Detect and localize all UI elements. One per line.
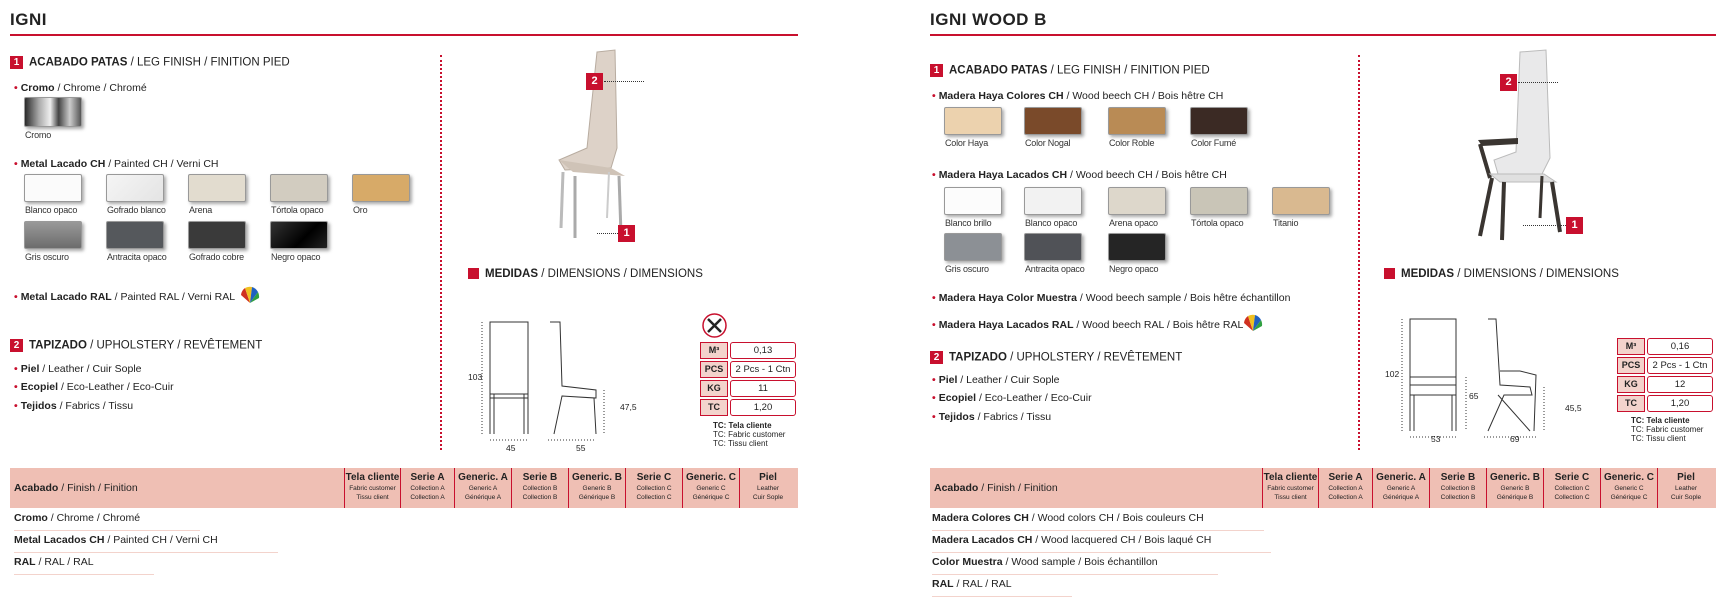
column-en: Collection C [636,485,672,492]
swatch-label: Color Roble [1109,138,1155,148]
row-bold: RAL [932,578,954,590]
chair-photo [1470,48,1580,243]
section-subtitle: / UPHOLSTERY / REVÊTEMENT [1006,351,1183,364]
spec-value: 1,20 [730,399,796,416]
title-rule [10,34,798,36]
upholstery-item: • Piel / Leather / Cuir Sople [14,363,142,375]
section-leg-finish [930,64,1210,77]
color-swatch [270,174,328,202]
color-swatch [1024,233,1082,261]
dim-seat: 47,5 [620,402,637,412]
section-label: ACABADO PATAS [29,56,128,69]
ral-palette-icon [1243,314,1263,332]
column-header [625,468,682,508]
color-swatch [1024,187,1082,215]
section-upholstery [10,339,262,352]
page-title: IGNI WOOD B [930,10,1047,29]
tc-note [1631,416,1703,443]
label-rest: / Wood beech CH / Bois hêtre CH [1063,90,1224,102]
table-row [14,512,140,524]
tc-line: TC: Tela cliente [1631,416,1690,425]
finish-metal-ch: • Metal Lacado CH / Painted CH / Verni CH [14,158,219,170]
column-title: Generic. C [1603,472,1655,483]
color-swatch [1108,187,1166,215]
label-bold: Piel [938,374,958,386]
color-swatch [944,233,1002,261]
spec-value: 11 [730,380,796,397]
swatch-label: Negro opaco [1109,264,1159,274]
tc-line: TC: Fabric customer [1631,425,1704,434]
column-fr: Cuir Sople [1670,494,1702,501]
spec-value: 12 [1647,376,1713,393]
color-swatch [1024,107,1082,135]
column-fr: Générique B [578,494,616,501]
label-bold: Piel [20,363,40,375]
swatch-label: Titanio [1273,218,1299,228]
swatch-label: Color Nogal [1025,138,1071,148]
row-bold: Metal Lacados CH [14,534,105,546]
spec-key: TC [700,399,728,416]
label-rest: / Painted RAL / Verni RAL [111,291,236,303]
column-title: Generic. A [1376,472,1426,483]
spec-key: PCS [700,361,728,378]
callout-line [597,233,618,234]
section-number: 1 [10,56,23,69]
column-title: Serie A [1328,472,1363,483]
callout-line [1523,225,1566,226]
spec-value: 0,16 [1647,338,1713,355]
color-swatch [1190,187,1248,215]
finish-lacquered-ch: • Madera Haya Lacados CH / Wood beech CH / Bois hêtre CH [932,169,1227,181]
section-number: 2 [10,339,23,352]
label-rest: / Painted CH / Verni CH [105,158,219,170]
callout-leg: 1 [618,225,635,242]
section-label: MEDIDAS [485,268,539,280]
section-number: 2 [930,351,943,364]
spec-key: TC [1617,395,1645,412]
column-title: Piel [1677,472,1695,483]
section-subtitle: / LEG FINISH / FINITION PIED [1047,64,1210,77]
upholstery-item: • Ecopiel / Eco-Leather / Eco-Cuir [14,381,174,393]
column-fr: Cuir Sople [752,494,784,501]
tc-line: TC: Tissu client [1631,434,1686,443]
section-label: MEDIDAS [1401,268,1455,280]
color-swatch [106,174,164,202]
column-title: Generic. A [458,472,508,483]
column-fr: Collection A [1328,494,1363,501]
swatch-cromo [24,97,82,127]
section-subtitle: / DIMENSIONS / DIMENSIONS [1454,268,1619,280]
dimension-drawing [462,318,642,452]
column-en: Generic C [1614,485,1644,492]
label-bold: Madera Haya Colores CH [938,90,1064,102]
column-header [1543,468,1600,508]
finish-sample: • Madera Haya Color Muestra / Wood beech sample / Bois hêtre échantillon [932,292,1291,304]
label-rest: / Wood beech sample / Bois hêtre échantillon [1076,292,1291,304]
row-bold: Madera Lacados CH [932,534,1033,546]
section-subtitle: / DIMENSIONS / DIMENSIONS [538,268,703,280]
swatch-label: Arena [189,205,213,215]
color-swatch [270,221,328,249]
column-en: Leather [1674,485,1698,492]
label-rest: / Leather / Cuir Sople [957,374,1060,386]
section-subtitle: / UPHOLSTERY / REVÊTEMENT [86,339,263,352]
label-bold: Acabado [14,482,59,494]
finish-table-header [930,468,1716,508]
section-leg-finish [10,56,290,69]
header-label [14,482,138,494]
upholstery-item: • Tejidos / Fabrics / Tissu [14,400,134,412]
color-swatch [944,107,1002,135]
color-swatch [24,174,82,202]
column-title: Generic. C [685,472,737,483]
label-rest: / Wood beech RAL / Bois hêtre RAL [1073,319,1244,331]
dim-width: 45 [506,443,516,453]
color-swatch [24,221,82,249]
column-header [1429,468,1486,508]
table-row [932,578,1012,590]
finish-table-header [10,468,798,508]
dim-width: 53 [1431,434,1441,444]
column-title: Generic. B [1489,472,1541,483]
column-en: Collection B [522,485,558,492]
label-bold: Ecopiel [20,381,59,393]
swatch-label: Arena opaco [1109,218,1158,228]
column-en: Fabric customer [1267,485,1314,492]
swatch-label: Oro [353,205,368,215]
row-bold: Madera Colores CH [932,512,1029,524]
section-dimensions [468,268,703,280]
label-bold: Metal Lacado RAL [20,291,112,303]
section-label: TAPIZADO [949,351,1007,364]
row-rest: / RAL / RAL [35,556,94,568]
dim-depth: 55 [576,443,586,453]
color-swatch [188,221,246,249]
finish-ral: • Madera Haya Lacados RAL / Wood beech RAL / Bois hêtre RAL [932,319,1244,331]
swatch-label: Gofrado cobre [189,252,244,262]
column-header [682,468,739,508]
label-rest: / Eco-Leather / Eco-Cuir [58,381,174,393]
swatch-label: Tórtola opaco [271,205,324,215]
igni-panel [0,0,810,602]
spec-value: 0,13 [730,342,796,359]
column-title: Serie C [1554,472,1590,483]
label-rest: / Leather / Cuir Sople [39,363,142,375]
label-rest: / Fabrics / Tissu [56,400,134,412]
column-en: Generic B [582,485,612,492]
tc-line: TC: Fabric customer [713,430,786,439]
finish-chrome: • Cromo / Chrome / Chromé [14,82,147,94]
upholstery-item: • Ecopiel / Eco-Leather / Eco-Cuir [932,392,1092,404]
row-bold: Cromo [14,512,48,524]
color-swatch [1190,107,1248,135]
column-en: Collection B [1440,485,1476,492]
column-header [1372,468,1429,508]
label-bold: Madera Haya Lacados CH [938,169,1068,181]
column-title: Serie B [522,472,558,483]
column-en: Generic A [468,485,498,492]
swatch-label: Tórtola opaco [1191,218,1244,228]
callout-line [1518,82,1558,83]
column-fr: Générique A [464,494,502,501]
table-row [14,534,218,546]
callout-leg: 1 [1566,217,1583,234]
swatch-label: Gris oscuro [25,252,69,262]
column-header [400,468,454,508]
column-fr: Générique C [1610,494,1648,501]
column-fr: Collection B [522,494,558,501]
column-en: Collection A [1328,485,1363,492]
column-title: Tela cliente [345,472,400,483]
callout-upholstery: 2 [586,73,603,90]
spec-key: KG [700,380,728,397]
swatch-label: Gris oscuro [945,264,989,274]
label-rest: / Chrome / Chromé [54,82,147,94]
tc-note [713,421,785,448]
tc-line: TC: Tissu client [713,439,768,448]
row-bold: RAL [14,556,36,568]
column-en: Collection C [1554,485,1590,492]
column-en: Generic B [1500,485,1530,492]
column-fr: Collection A [410,494,445,501]
row-rest: / Wood lacquered CH / Bois laqué CH [1032,534,1212,546]
dim-seat: 45,5 [1565,403,1582,413]
section-label: ACABADO PATAS [949,64,1048,77]
spec-value: 2 Pcs - 1 Ctn [1647,357,1713,374]
tc-line: TC: Tela cliente [713,421,772,430]
label-rest: / Eco-Leather / Eco-Cuir [976,392,1092,404]
column-title: Serie B [1440,472,1476,483]
label-bold: Metal Lacado CH [20,158,106,170]
section-label: TAPIZADO [29,339,87,352]
column-fr: Collection C [636,494,672,501]
ral-palette-icon [240,286,260,304]
section-subtitle: / LEG FINISH / FINITION PIED [127,56,290,69]
section-number: 1 [930,64,943,77]
callout-upholstery: 2 [1500,74,1517,91]
label-bold: Madera Haya Lacados RAL [938,319,1074,331]
swatch-label: Blanco opaco [25,205,78,215]
column-header [1657,468,1714,508]
column-en: Generic C [696,485,726,492]
column-fr: Collection B [1440,494,1476,501]
upholstery-item: • Tejidos / Fabrics / Tissu [932,411,1052,423]
bullet-square [1384,268,1395,279]
upholstery-item: • Piel / Leather / Cuir Sople [932,374,1060,386]
swatch-label: Gofrado blanco [107,205,166,215]
row-bold: Color Muestra [932,556,1003,568]
row-rest: / Painted CH / Verni CH [104,534,218,546]
color-swatch [944,187,1002,215]
label-bold: Tejidos [938,411,975,423]
swatch-label: Blanco brillo [945,218,992,228]
column-fr: Générique B [1496,494,1534,501]
finish-wood-ch: • Madera Haya Colores CH / Wood beech CH / Bois hêtre CH [932,90,1224,102]
swatch-label: Negro opaco [271,252,321,262]
row-rest: / RAL / RAL [953,578,1012,590]
column-header [511,468,568,508]
swatch-label: Color Haya [945,138,989,148]
title-rule [930,34,1716,36]
column-en: Fabric customer [349,485,396,492]
swatch-label: Cromo [25,130,52,140]
callout-line [604,81,644,82]
dim-height: 102 [1385,369,1400,379]
color-swatch [1272,187,1330,215]
column-title: Generic. B [571,472,623,483]
page-title: IGNI [10,10,47,29]
label-bold: Madera Haya Color Muestra [938,292,1077,304]
swatch-label: Blanco opaco [1025,218,1078,228]
column-header [1600,468,1657,508]
color-swatch [188,174,246,202]
finish-metal-ral: • Metal Lacado RAL / Painted RAL / Verni RAL [14,291,236,303]
dim-depth: 69 [1510,434,1520,444]
row-rest: / Chrome / Chromé [47,512,141,524]
column-header [568,468,625,508]
label-bold: Ecopiel [938,392,977,404]
spec-value: 2 Pcs - 1 Ctn [730,361,796,378]
column-header [344,468,400,508]
column-title: Serie A [410,472,445,483]
row-rest: / Wood colors CH / Bois couleurs CH [1028,512,1204,524]
color-swatch [1108,233,1166,261]
igni-wood-b-panel [920,0,1726,602]
table-row [14,556,94,568]
column-header [1318,468,1372,508]
column-header [454,468,511,508]
label-bold: Cromo [20,82,55,94]
label-rest: / Finish / Finition [978,482,1058,494]
dim-height: 103 [468,372,483,382]
bullet-square [468,268,479,279]
dim-armrest: 65 [1469,391,1479,401]
dimension-drawing [1380,315,1580,450]
section-dimensions [1384,268,1619,280]
column-divider [440,55,442,450]
spec-key: KG [1617,376,1645,393]
column-en: Collection A [410,485,445,492]
column-header [739,468,796,508]
column-title: Piel [759,472,777,483]
spec-key: M³ [1617,338,1645,355]
section-upholstery [930,351,1182,364]
table-row [932,556,1158,568]
column-fr: Collection C [1554,494,1590,501]
color-swatch [352,174,410,202]
header-label [934,482,1058,494]
label-rest: / Wood beech CH / Bois hêtre CH [1067,169,1227,181]
spec-key: M³ [700,342,728,359]
column-header [1486,468,1543,508]
table-row [932,512,1204,524]
label-bold: Tejidos [20,400,57,412]
row-rest: / Wood sample / Bois échantillon [1002,556,1158,568]
spec-key: PCS [1617,357,1645,374]
column-fr: Générique C [692,494,730,501]
assembly-tools-icon [702,313,727,338]
column-title: Serie C [636,472,672,483]
label-bold: Acabado [934,482,979,494]
column-en: Generic A [1386,485,1416,492]
column-header [1262,468,1318,508]
table-row [932,534,1211,546]
label-rest: / Finish / Finition [58,482,138,494]
swatch-label: Antracita opaco [1025,264,1085,274]
column-en: Leather [756,485,780,492]
column-fr: Tissu client [356,494,389,501]
column-fr: Tissu client [1274,494,1307,501]
column-fr: Générique A [1382,494,1420,501]
swatch-label: Color Fumé [1191,138,1237,148]
swatch-label: Antracita opaco [107,252,167,262]
column-divider [1358,55,1360,450]
spec-value: 1,20 [1647,395,1713,412]
label-rest: / Fabrics / Tissu [974,411,1052,423]
color-swatch [1108,107,1166,135]
color-swatch [106,221,164,249]
column-title: Tela cliente [1263,472,1318,483]
